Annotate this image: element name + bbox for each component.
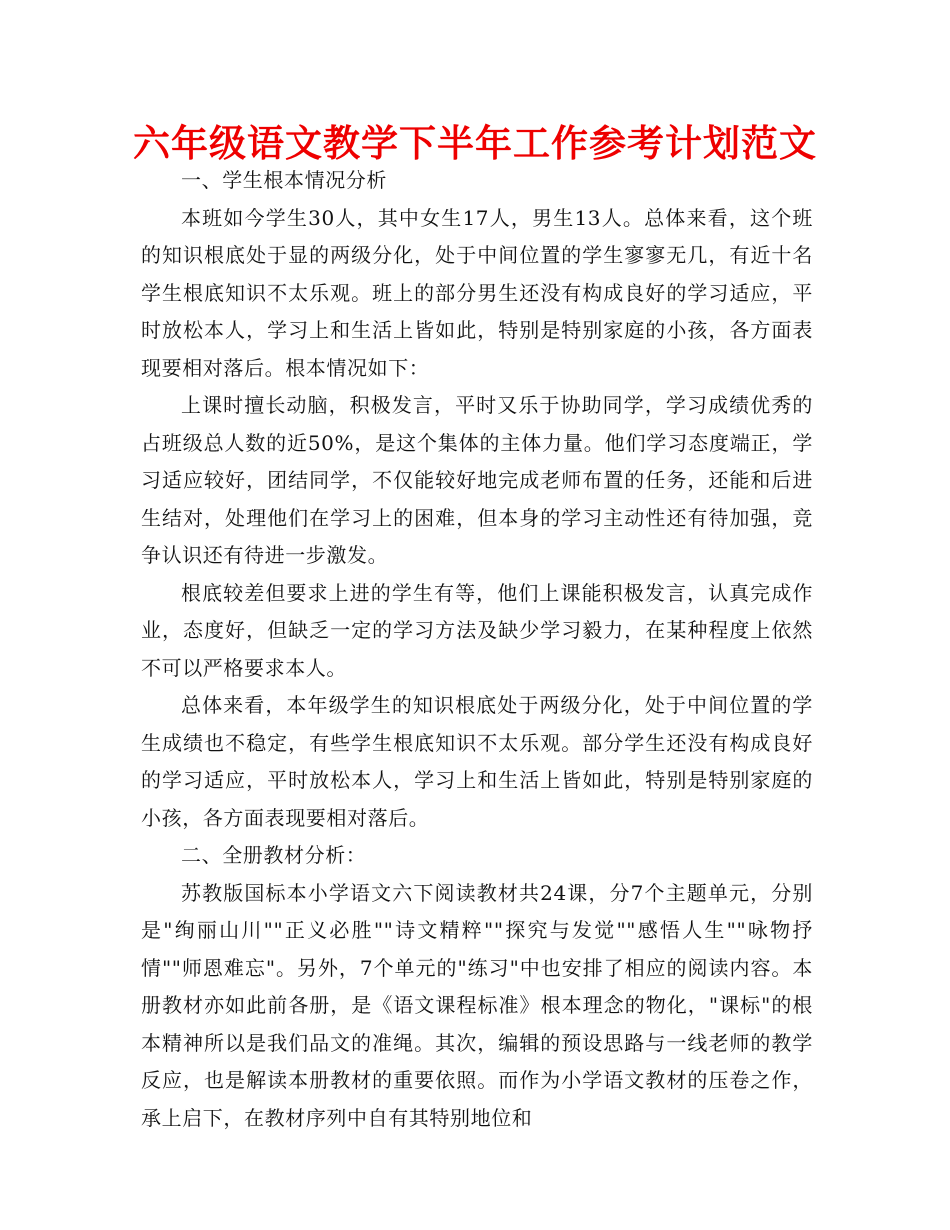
document-title: 六年级语文教学下半年工作参考计划范文: [133, 122, 817, 165]
section-heading-2: 二、全册教材分析：: [181, 843, 367, 867]
paragraph-3: 根底较差但要求上进的学生有等，他们上课能积极发言，认真完成作业，态度好，但缺乏一定的学习方法及缺少学习毅力，在某种程度上依然不可以严格要求本人。: [141, 580, 813, 680]
paragraph-4: 总体来看，本年级学生的知识根底处于两级分化，处于中间位置的学生成绩也不稳定，有些学生根底知识不太乐观。部分学生还没有构成良好的学习适应，平时放松本人，学习上和生活上皆如此，特别是特别家庭的小孩，各方面表现要相对落后。: [141, 693, 813, 830]
section-heading-1: 一、学生根本情况分析: [181, 168, 387, 192]
paragraph-5: 苏教版国标本小学语文六下阅读教材共24课，分7个主题单元，分别是"绚丽山川""正义必胜""诗文精粹""探究与发觉""感悟人生""咏物抒情""师恩难忘"。另外，7个单元的"练习"中也安排了相应的阅读内容。本册教材亦如此前各册，是《语文课程标准》根本理念的物化，"课标"的根本精神所以是我们品文的准绳。其次，编辑的预设思路与一线老师的教学反应，也是解读本册教材的重要依照。而作为小学语文教材的压卷之作，承上启下，在教材序列中自有其特别地位和: [141, 880, 813, 1130]
paragraph-1: 本班如今学生30人，其中女生17人，男生13人。总体来看，这个班的知识根底处于显的两级分化，处于中间位置的学生寥寥无几，有近十名学生根底知识不太乐观。班上的部分男生还没有构成良好的学习适应，平时放松本人，学习上和生活上皆如此，特别是特别家庭的小孩，各方面表现要相对落后。根本情况如下：: [141, 205, 813, 380]
document-body: [141, 162, 813, 1137]
paragraph-2: 上课时擅长动脑，积极发言，平时又乐于协助同学，学习成绩优秀的占班级总人数的近50%，是这个集体的主体力量。他们学习态度端正，学习适应较好，团结同学，不仅能较好地完成老师布置的任务，还能和后进生结对，处理他们在学习上的困难，但本身的学习主动性还有待加强，竞争认识还有待进一步激发。: [141, 393, 813, 567]
